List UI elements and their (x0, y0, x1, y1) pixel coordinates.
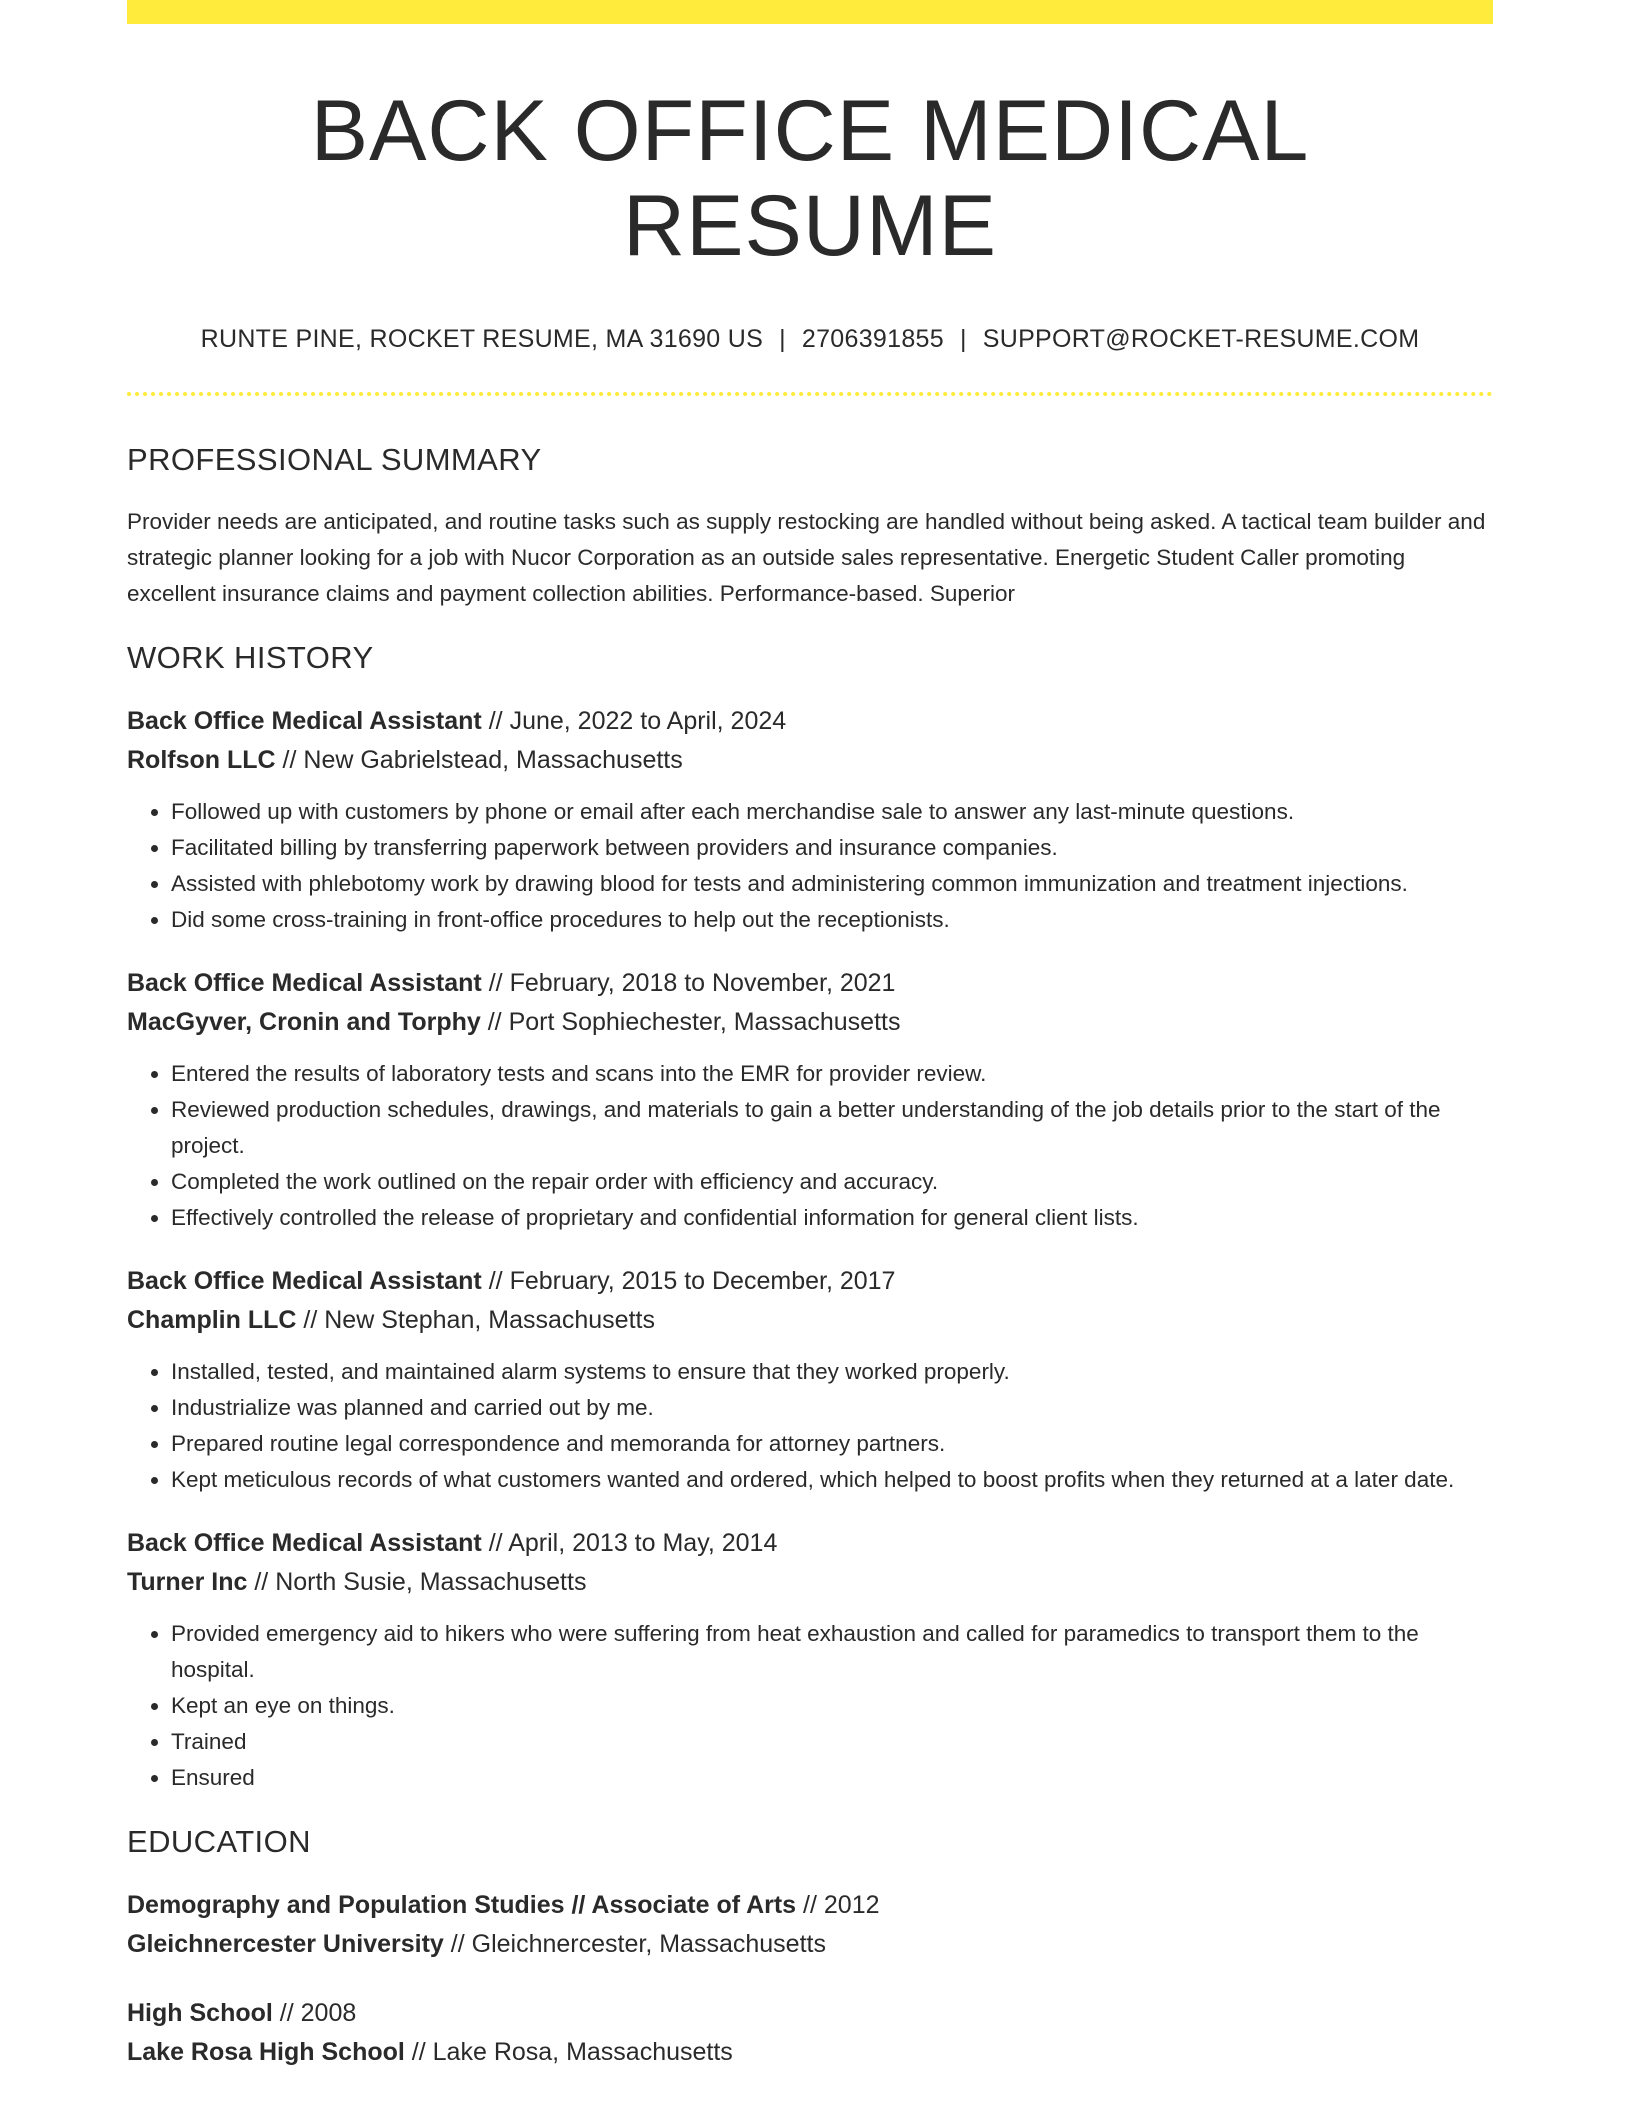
job-entry (127, 964, 1493, 1236)
job-bullet: • Did some cross-training in front-office procedures to help out the receptionists. (171, 902, 1493, 938)
education-entry (127, 1994, 1493, 2072)
job-title: Back Office Medical Assistant (127, 707, 482, 736)
job-company-line (127, 1003, 1493, 1042)
job-bullet: • Trained (171, 1724, 1493, 1760)
job-bullet: • Reviewed production schedules, drawings, and materials to gain a better understanding of the job details prior to the start of the project. (171, 1092, 1493, 1164)
job-dates: April, 2013 to May, 2014 (508, 1529, 778, 1558)
divider: // (487, 1008, 502, 1037)
job-company: MacGyver, Cronin and Torphy (127, 1008, 481, 1037)
resume-page (127, 0, 1493, 2072)
job-bullet: • Followed up with customers by phone or email after each merchandise sale to answer any last-minute questions. (171, 794, 1493, 830)
header-divider (127, 392, 1493, 396)
education-school-line (127, 1925, 1493, 1964)
job-company-line (127, 1563, 1493, 1602)
job-title-line (127, 1262, 1493, 1301)
divider: // (411, 2038, 426, 2067)
job-title: Back Office Medical Assistant (127, 1529, 482, 1558)
resume-title: BACK OFFICE MEDICAL RESUME (310, 83, 1310, 274)
top-accent-bar (127, 0, 1493, 24)
job-entry (127, 702, 1493, 938)
divider: // (488, 1529, 503, 1558)
education-degree: Demography and Population Studies // Associate of Arts (127, 1891, 797, 1920)
job-title: Back Office Medical Assistant (127, 969, 482, 998)
job-title: Back Office Medical Assistant (127, 1267, 482, 1296)
job-company-line (127, 741, 1493, 780)
education-location: Lake Rosa, Massachusetts (432, 2038, 733, 2067)
education-location: Gleichnercester, Massachusetts (471, 1930, 826, 1959)
job-bullets (127, 794, 1493, 938)
contact-address: RUNTE PINE, ROCKET RESUME, MA 31690 US (200, 325, 764, 354)
education-year: 2008 (300, 1999, 357, 2028)
job-location: New Gabrielstead, Massachusetts (303, 746, 683, 775)
job-entry (127, 1524, 1493, 1796)
job-entry (127, 1262, 1493, 1498)
education-heading: EDUCATION (127, 1824, 311, 1860)
education-school: Gleichnercester University (127, 1930, 444, 1959)
contact-email: SUPPORT@ROCKET-RESUME.COM (982, 325, 1420, 354)
job-company: Champlin LLC (127, 1306, 297, 1335)
job-bullet: • Entered the results of laboratory tests and scans into the EMR for provider review. (171, 1056, 1493, 1092)
job-dates: June, 2022 to April, 2024 (509, 707, 787, 736)
job-company: Turner Inc (127, 1568, 248, 1597)
contact-line (127, 325, 1493, 354)
education-degree-line (127, 1994, 1493, 2033)
job-bullet: • Industrialize was planned and carried out by me. (171, 1390, 1493, 1426)
job-bullet: • Facilitated billing by transferring paperwork between providers and insurance companies. (171, 830, 1493, 866)
divider: // (279, 1999, 294, 2028)
job-bullets (127, 1616, 1493, 1796)
job-bullet: • Installed, tested, and maintained alarm systems to ensure that they worked properly. (171, 1354, 1493, 1390)
divider: // (803, 1891, 817, 1920)
education-year: 2012 (823, 1891, 880, 1920)
job-location: North Susie, Massachusetts (275, 1568, 587, 1597)
job-bullets (127, 1056, 1493, 1236)
contact-phone: 2706391855 (801, 325, 944, 354)
contact-separator: | (959, 325, 967, 354)
job-bullet: • Provided emergency aid to hikers who were suffering from heat exhaustion and called for paramedics to transport them to the hospital. (171, 1616, 1493, 1688)
divider: // (450, 1930, 465, 1959)
divider: // (488, 1267, 503, 1296)
work-history-heading: WORK HISTORY (127, 640, 374, 676)
education-degree: High School (127, 1999, 273, 2028)
job-dates: February, 2018 to November, 2021 (509, 969, 896, 998)
job-location: New Stephan, Massachusetts (324, 1306, 655, 1335)
job-bullet: • Prepared routine legal correspondence and memoranda for attorney partners. (171, 1426, 1493, 1462)
job-bullet: • Kept meticulous records of what customers wanted and ordered, which helped to boost profits when they returned at a later date. (171, 1462, 1493, 1498)
summary-heading: PROFESSIONAL SUMMARY (127, 442, 542, 478)
job-bullet: • Ensured (171, 1760, 1493, 1796)
job-title-line (127, 702, 1493, 741)
job-location: Port Sophiechester, Massachusetts (508, 1008, 901, 1037)
education-school: Lake Rosa High School (127, 2038, 405, 2067)
education-entry (127, 1886, 1493, 1964)
job-title-line (127, 1524, 1493, 1563)
contact-separator: | (779, 325, 786, 354)
divider: // (254, 1568, 269, 1597)
job-company: Rolfson LLC (127, 746, 276, 775)
divider: // (282, 746, 297, 775)
job-dates: February, 2015 to December, 2017 (509, 1267, 896, 1296)
job-bullet: • Assisted with phlebotomy work by drawing blood for tests and administering common immunization and treatment injections. (171, 866, 1493, 902)
job-bullet: • Effectively controlled the release of proprietary and confidential information for general client lists. (171, 1200, 1493, 1236)
job-company-line (127, 1301, 1493, 1340)
job-bullets (127, 1354, 1493, 1498)
education-school-line (127, 2033, 1493, 2072)
job-bullet: • Completed the work outlined on the repair order with efficiency and accuracy. (171, 1164, 1493, 1200)
divider: // (488, 707, 503, 736)
education-degree-line (127, 1886, 1493, 1925)
job-title-line (127, 964, 1493, 1003)
job-bullet: • Kept an eye on things. (171, 1688, 1493, 1724)
summary-text: Provider needs are anticipated, and routine tasks such as supply restocking are handled without being asked. A tactical team builder and strategic planner looking for a job with Nucor Corporation as an outside sales representative. Energetic Student Caller promoting excellent insurance claims and payment collection abilities. Performance-based. Superior (127, 509, 1486, 607)
divider: // (488, 969, 503, 998)
divider: // (303, 1306, 318, 1335)
